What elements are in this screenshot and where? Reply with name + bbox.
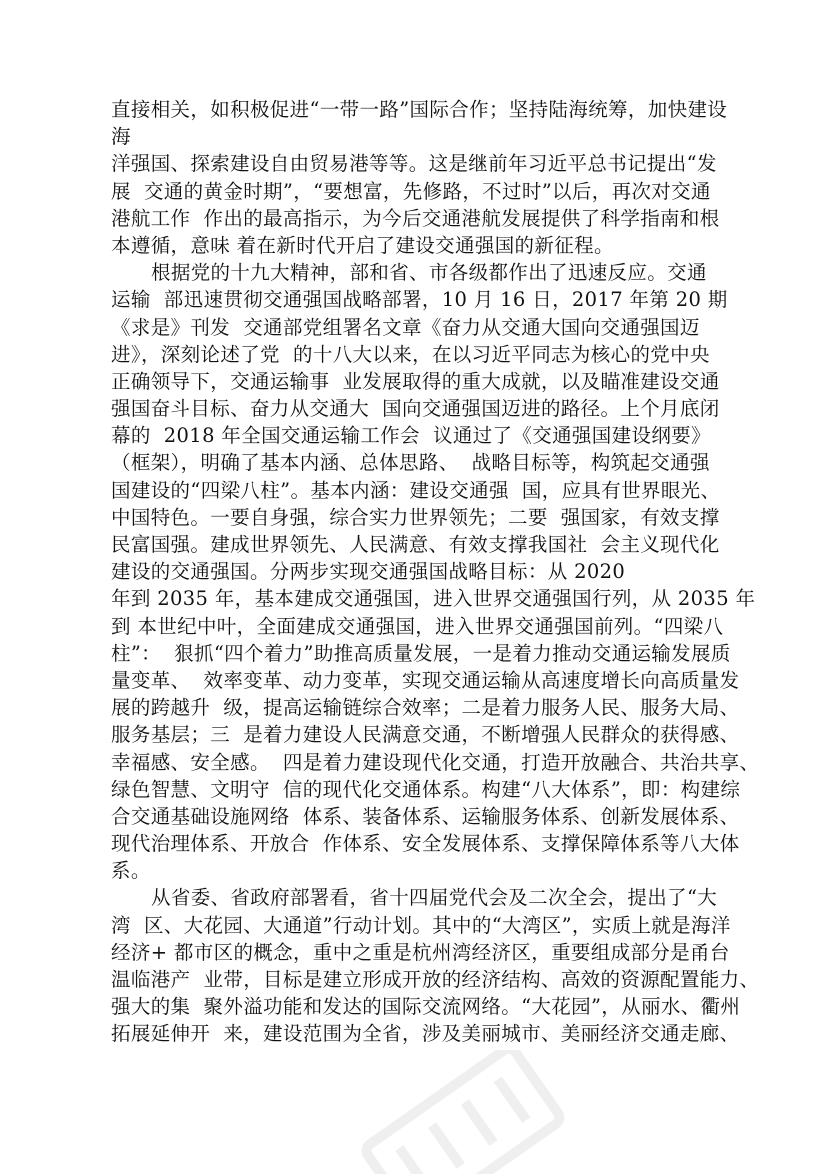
text-line: 国建设的“四梁八柱”。基本内涵：建设交通强 国，应具有世界眼光、 <box>111 478 721 502</box>
text-line: 现代治理体系、开放合 作体系、安全发展体系、支撑保障体系等八大体 <box>111 832 740 856</box>
text-line: 民富国强。建成世界领先、人民满意、有效支撑我国社 会主义现代化 <box>111 533 720 556</box>
text-line: 系。 <box>111 859 151 883</box>
text-line: 拓展延伸开 来，建设范围为全省，涉及美丽城市、美丽经济交通走廊、 <box>111 1022 740 1046</box>
document-body <box>111 96 760 1048</box>
text-line: 绿色智慧、文明守 信的现代化交通体系。构建“八大体系”，即：构建综 <box>111 777 741 801</box>
text-line: 经济+ 都市区的概念，重中之重是杭州湾经济区，重要组成部分是甬台 <box>111 940 730 964</box>
text-line: 建设的交通强国。分两步实现交通强国战略目标：从 2020 <box>111 560 626 584</box>
text-line: 量变革、 效率变革、动力变革，实现交通运输从高速度增长向高质量发 <box>111 668 740 692</box>
text-line: 幕的 2018 年全国交通运输工作会 议通过了《交通强国建设纲要》 <box>111 424 711 448</box>
text-line: 展的跨越升 级，提高运输链综合效率；二是着力服务人民、服务大局、 <box>111 696 740 720</box>
text-line: 洋强国、探索建设自由贸易港等等。这是继前年习近平总书记提出“发 <box>111 152 717 176</box>
text-line: 湾 区、大花园、大通道”行动计划。其中的“大湾区”，实质上就是海洋 <box>111 913 731 937</box>
text-line: 到 本世纪中叶，全面建成交通强国，进入世界交通强国前列。“四梁八 <box>111 614 724 638</box>
text-line: 海 <box>111 125 131 149</box>
text-line: 强国奋斗目标、奋力从交通大 国向交通强国迈进的路径。上个月底闭 <box>111 397 720 421</box>
text-line: 运输 部迅速贯彻交通强国战略部署，10 月 16 日，2017 年第 20 期 <box>111 288 728 312</box>
text-line: 进》，深刻论述了党 的十八大以来，在以习近平同志为核心的党中央 <box>111 342 710 366</box>
text-line: 年到 2035 年，基本建成交通强国，进入世界交通强国行列，从 2035 年 <box>111 587 756 611</box>
text-line: 展 交通的黄金时期”，“要想富，先修路，不过时”以后，再次对交通 <box>111 179 711 203</box>
watermark-icon <box>330 1050 590 1174</box>
text-line: 本遵循，意味 着在新时代开启了建设交通强国的新征程。 <box>111 233 614 257</box>
text-line: 柱”： 狠抓“四个着力”助推高质量发展，一是着力推动交通运输发展质 <box>111 641 731 665</box>
text-line: 直接相关，如积极促进“一带一路”国际合作；坚持陆海统筹，加快建设 <box>111 98 728 121</box>
text-line: 强大的集 聚外溢功能和发达的国际交流网络。“大花园”，从丽水、衢州 <box>111 995 741 1019</box>
text-line: 港航工作 作出的最高指示，为今后交通港航发展提供了科学指南和根 <box>111 206 720 230</box>
text-line: 合交通基础设施网络 体系、装备体系、运输服务体系、创新发展体系、 <box>111 804 740 828</box>
text-line: 幸福感、安全感。 四是着力建设现代化交通，打造开放融合、共治共享、 <box>111 750 760 774</box>
paragraph-start-line: 根据党的十九大精神，部和省、市各级都作出了迅速反应。交通 <box>151 261 707 285</box>
text-line: 温临港产 业带，目标是建立形成开放的经济结构、高效的资源配置能力、 <box>111 968 760 991</box>
text-line: 服务基层；三 是着力建设人民满意交通，不断增强人民群众的获得感、 <box>111 723 740 747</box>
paragraph-start-line: 从省委、省政府部署看，省十四届党代会及二次全会，提出了“大 <box>151 886 718 910</box>
text-line: （框架），明确了基本内涵、总体思路、 战略目标等，构筑起交通强 <box>111 451 710 475</box>
text-line: 正确领导下，交通运输事 业发展取得的重大成就，以及瞄准建设交通 <box>111 369 720 393</box>
text-line: 《求是》刊发 交通部党组署名文章《奋力从交通大国向交通强国迈 <box>111 315 700 339</box>
text-line: 中国特色。一要自身强，综合实力世界领先；二要 强国家，有效支撑 <box>111 505 720 529</box>
